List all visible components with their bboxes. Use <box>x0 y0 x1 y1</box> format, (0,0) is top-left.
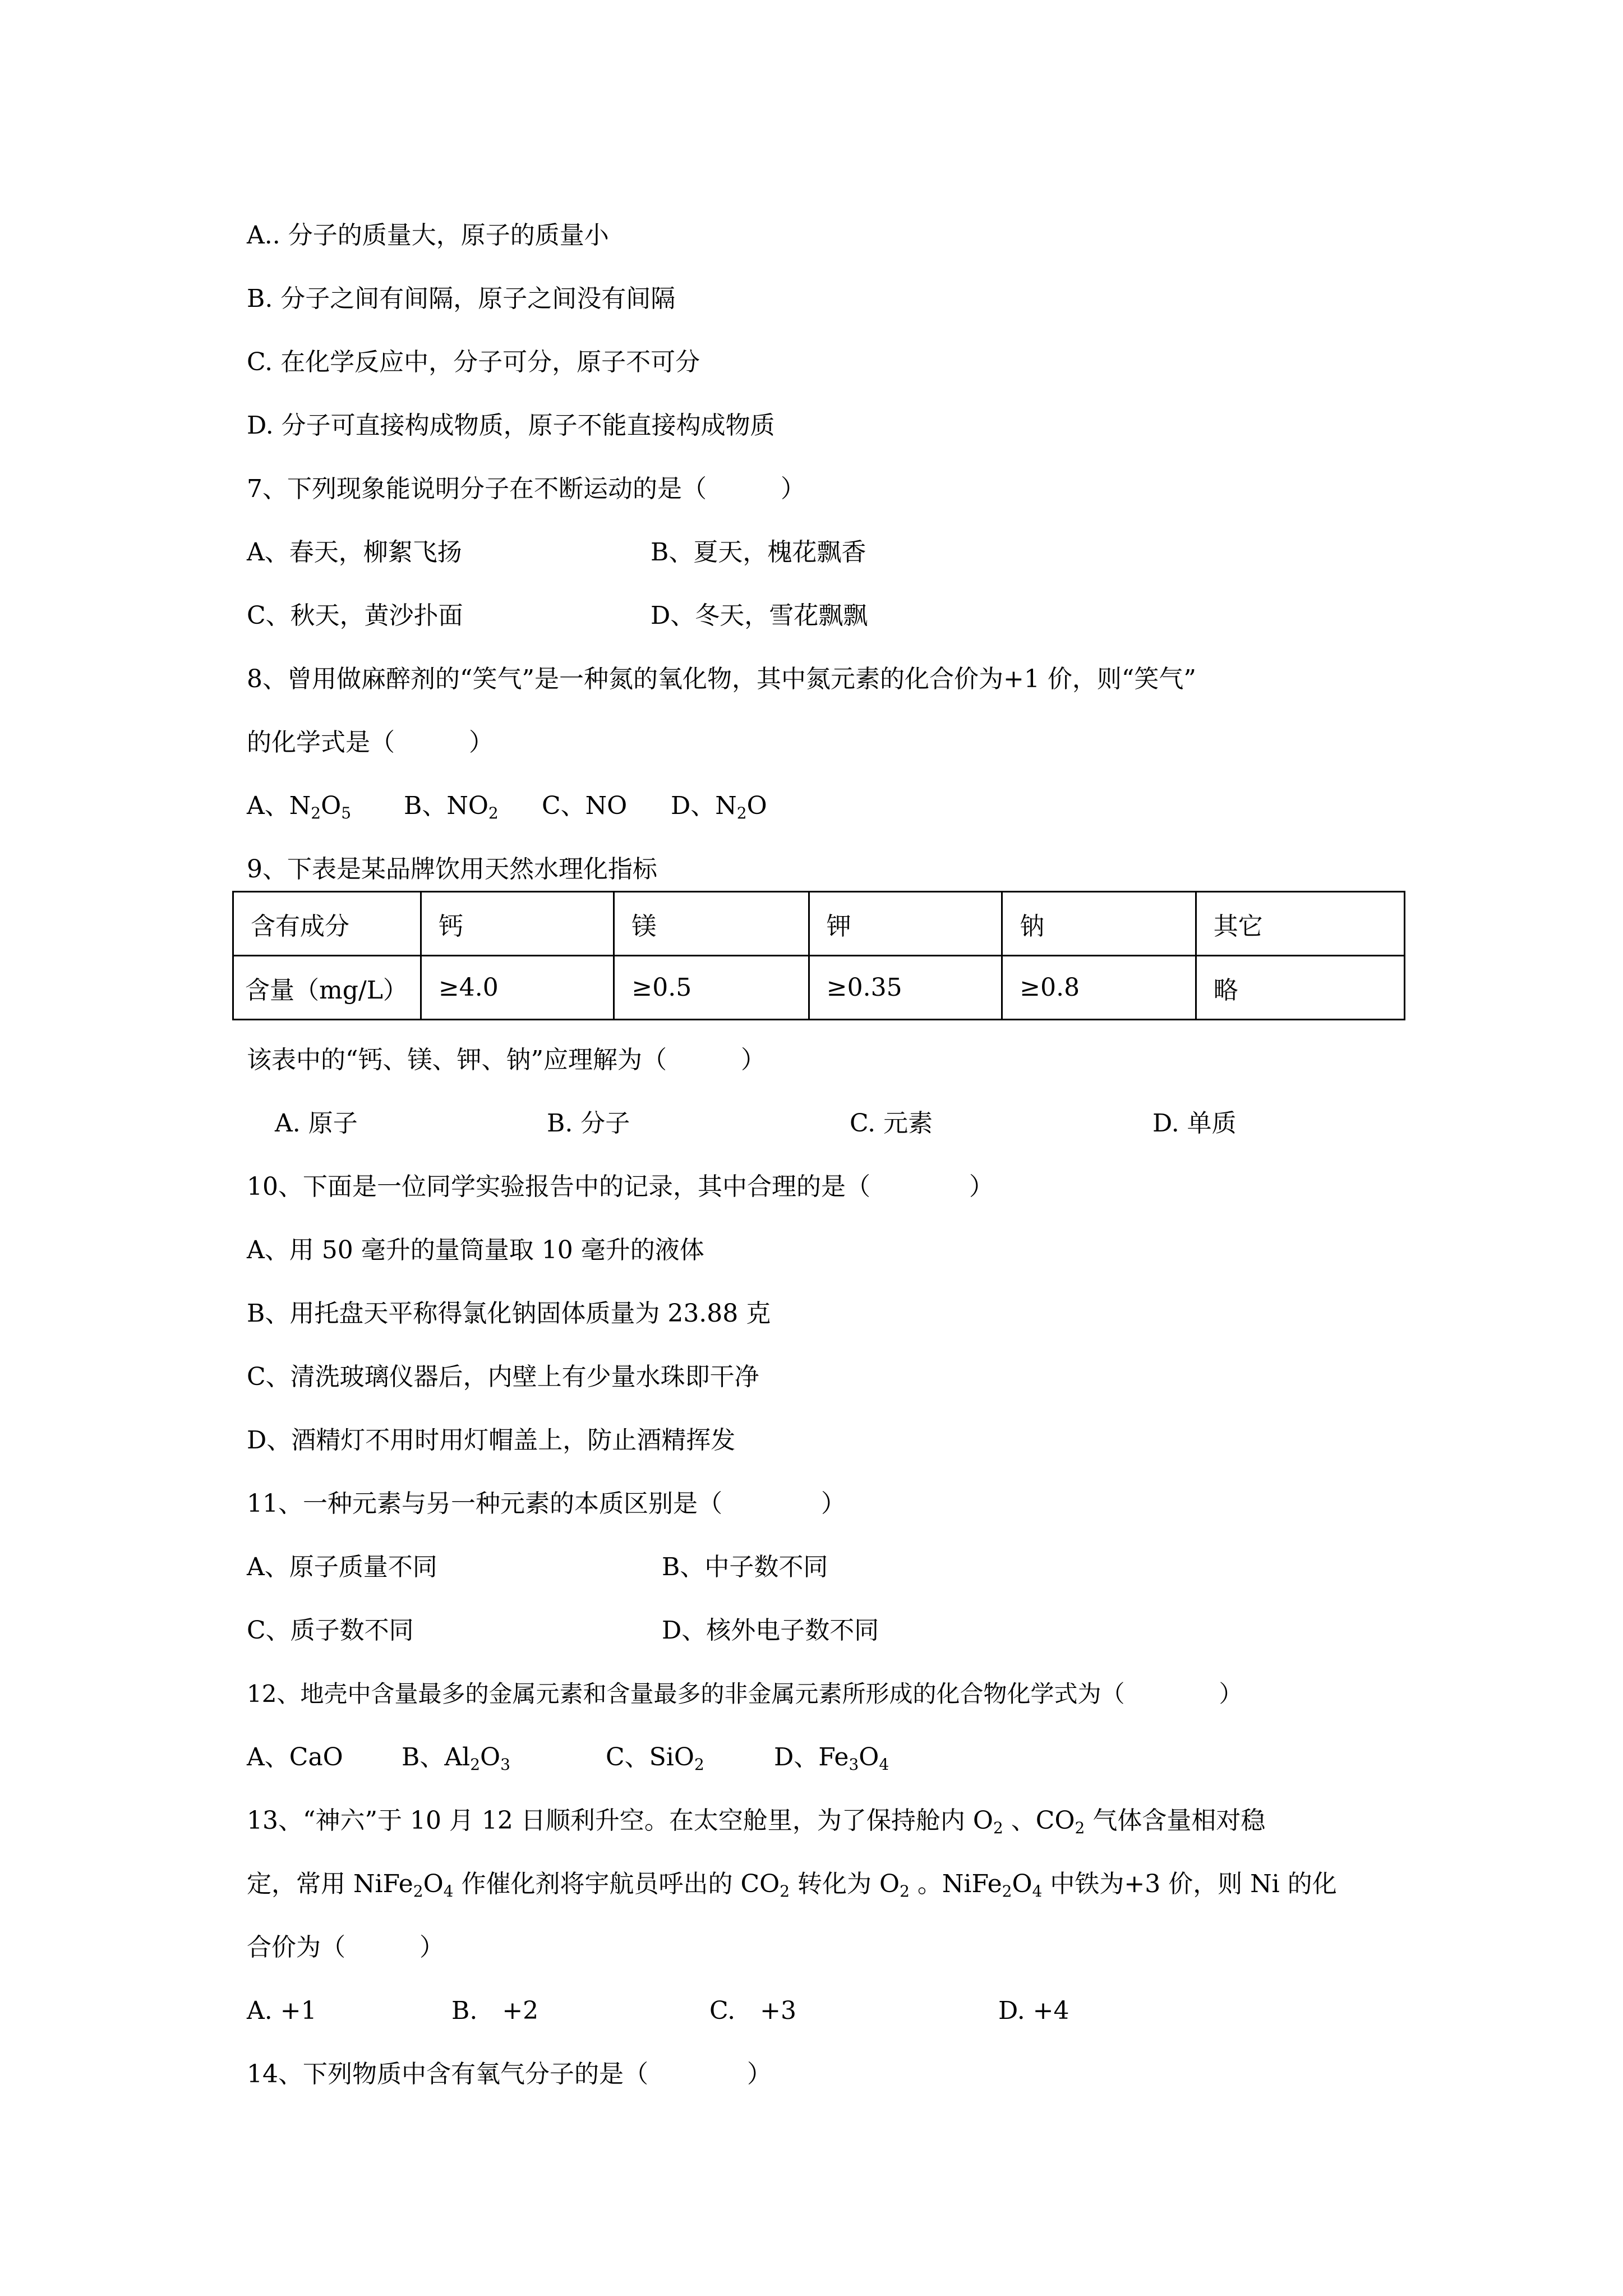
q13-l2-text-a: 定，常用 NiFe <box>247 1870 413 1898</box>
q8-b-text: B、NO <box>404 792 488 820</box>
q8-a-text: A、N <box>247 792 311 820</box>
q9-followup: 该表中的“钙、镁、钾、钠”应理解为（ ） <box>247 1046 766 1074</box>
q8-d-end: O <box>746 792 767 820</box>
q8-d-text: D、N <box>671 792 737 820</box>
q8-option-d <box>671 790 767 822</box>
q8-stem-line2: 的化学式是（ ） <box>247 728 494 757</box>
q13-l1-text-a: 13、“神六”于 10 月 12 日顺利升空。在太空舱里，为了保持舱内 O <box>247 1806 993 1835</box>
q13-stem-line3: 合价为（ ） <box>247 1933 444 1962</box>
q11-stem: 11、一种元素与另一种元素的本质区别是（ ） <box>247 1489 846 1518</box>
q13-l2-text-g: 中铁为+3 价，则 Ni 的化 <box>1042 1870 1337 1898</box>
q8-option-a <box>247 790 351 822</box>
q13-l1-text-c: 气体含量相对稳 <box>1085 1806 1266 1835</box>
q8-a-sub2: 5 <box>341 804 352 822</box>
table-cell: 略 <box>1196 956 1404 1020</box>
q13-l2-text-d: 转化为 O <box>790 1870 900 1898</box>
q13-stem-line2 <box>247 1869 1337 1900</box>
q8-a-sub1: 2 <box>311 804 321 822</box>
q13-l2-text-f: O <box>1012 1870 1032 1898</box>
q12-b-text: B、Al <box>402 1743 471 1772</box>
q11-option-a: A、原子质量不同 <box>247 1553 437 1581</box>
q13-option-a: A. +1 <box>247 1996 317 2025</box>
q11-option-b: B、中子数不同 <box>662 1553 828 1581</box>
q11-option-c: C、质子数不同 <box>247 1616 414 1645</box>
q12-d-sub1: 3 <box>849 1755 859 1774</box>
q8-option-b <box>404 790 499 822</box>
q8-d-sub: 2 <box>736 804 747 822</box>
q9-option-a: A. 原子 <box>275 1109 358 1138</box>
table-header-cell: 钙 <box>421 892 614 956</box>
table-header-cell: 其它 <box>1196 892 1404 956</box>
q14-stem: 14、下列物质中含有氧气分子的是（ ） <box>247 2060 772 2088</box>
q12-d-sub2: 4 <box>879 1755 889 1774</box>
q7-stem: 7、下列现象能说明分子在不断运动的是（ ） <box>247 475 805 503</box>
q12-option-d <box>774 1742 889 1773</box>
table-cell: ≥0.35 <box>809 956 1002 1020</box>
q12-b-mid: O <box>480 1743 501 1772</box>
q13-l2-sub1: 2 <box>413 1882 423 1901</box>
table-header-cell: 镁 <box>614 892 809 956</box>
q12-b-sub1: 2 <box>470 1755 481 1774</box>
table-cell: 含量（mg/L） <box>233 956 421 1020</box>
table-header-cell: 钠 <box>1002 892 1196 956</box>
q8-a-mid: O <box>321 792 342 820</box>
q13-l1-sub2: 2 <box>1075 1819 1085 1837</box>
q6-option-a: A.. 分子的质量大，原子的质量小 <box>247 221 609 250</box>
q6-option-b: B. 分子之间有间隔，原子之间没有间隔 <box>247 284 676 313</box>
table-header-cell: 含有成分 <box>233 892 421 956</box>
q11-option-d: D、核外电子数不同 <box>662 1616 879 1645</box>
table-header-cell: 钾 <box>809 892 1002 956</box>
q9-option-d: D. 单质 <box>1152 1109 1237 1138</box>
table-cell: ≥4.0 <box>421 956 614 1020</box>
q7-option-a: A、春天，柳絮飞扬 <box>247 538 462 567</box>
q9-option-c: C. 元素 <box>850 1109 933 1138</box>
q13-stem-line1 <box>247 1805 1265 1837</box>
q10-stem: 10、下面是一位同学实验报告中的记录，其中合理的是（ ） <box>247 1172 994 1201</box>
q13-option-c: C. +3 <box>709 1996 796 2025</box>
q13-l2-sub4: 2 <box>900 1882 910 1901</box>
q13-l1-text-b: 、CO <box>1003 1806 1075 1835</box>
q6-option-d: D. 分子可直接构成物质，原子不能直接构成物质 <box>247 411 775 440</box>
q8-stem-line1: 8、曾用做麻醉剂的“笑气”是一种氮的氧化物，其中氮元素的化合价为+1 价，则“笑气” <box>247 665 1196 693</box>
table-header-row <box>233 892 1405 956</box>
q13-l2-text-c: 作催化剂将宇航员呼出的 CO <box>453 1870 780 1898</box>
q6-option-c: C. 在化学反应中，分子可分，原子不可分 <box>247 348 700 376</box>
q13-l2-sub3: 2 <box>780 1882 790 1901</box>
table-row <box>233 956 1405 1020</box>
q12-stem: 12、地壳中含量最多的金属元素和含量最多的非金属元素所形成的化合物化学式为（ ） <box>247 1680 1243 1708</box>
q13-option-b: B. +2 <box>451 1996 539 2025</box>
q10-option-d: D、酒精灯不用时用灯帽盖上，防止酒精挥发 <box>247 1426 736 1455</box>
q12-c-text: C、SiO <box>606 1743 694 1772</box>
q8-b-sub: 2 <box>488 804 499 822</box>
q12-option-a: A、CaO <box>247 1743 343 1772</box>
q7-option-c: C、秋天，黄沙扑面 <box>247 601 463 630</box>
q13-option-d: D. +4 <box>998 1996 1069 2025</box>
q13-l1-sub1: 2 <box>993 1819 1003 1837</box>
q7-option-b: B、夏天，槐花飘香 <box>651 538 866 567</box>
q12-b-sub2: 3 <box>500 1755 510 1774</box>
q9-option-b: B. 分子 <box>547 1109 630 1138</box>
water-index-table <box>232 891 1405 1020</box>
q13-l2-text-e: 。NiFe <box>909 1870 1002 1898</box>
q12-option-c <box>606 1742 704 1773</box>
q12-option-b <box>402 1742 510 1773</box>
q12-d-text: D、Fe <box>774 1743 849 1772</box>
q10-option-c: C、清洗玻璃仪器后，内壁上有少量水珠即干净 <box>247 1363 759 1391</box>
q13-l2-text-b: O <box>423 1870 444 1898</box>
table-cell: ≥0.8 <box>1002 956 1196 1020</box>
q13-l2-sub6: 4 <box>1032 1882 1043 1901</box>
q13-l2-sub5: 2 <box>1002 1882 1012 1901</box>
q12-c-sub: 2 <box>694 1755 704 1774</box>
table-cell: ≥0.5 <box>614 956 809 1020</box>
q7-option-d: D、冬天，雪花飘飘 <box>651 601 868 630</box>
q8-option-c: C、NO <box>542 792 628 820</box>
q12-d-mid: O <box>859 1743 879 1772</box>
q10-option-a: A、用 50 毫升的量筒量取 10 毫升的液体 <box>247 1236 704 1264</box>
q9-stem: 9、下表是某品牌饮用天然水理化指标 <box>247 855 657 884</box>
q13-l2-sub2: 4 <box>443 1882 454 1901</box>
q10-option-b: B、用托盘天平称得氯化钠固体质量为 23.88 克 <box>247 1299 771 1328</box>
